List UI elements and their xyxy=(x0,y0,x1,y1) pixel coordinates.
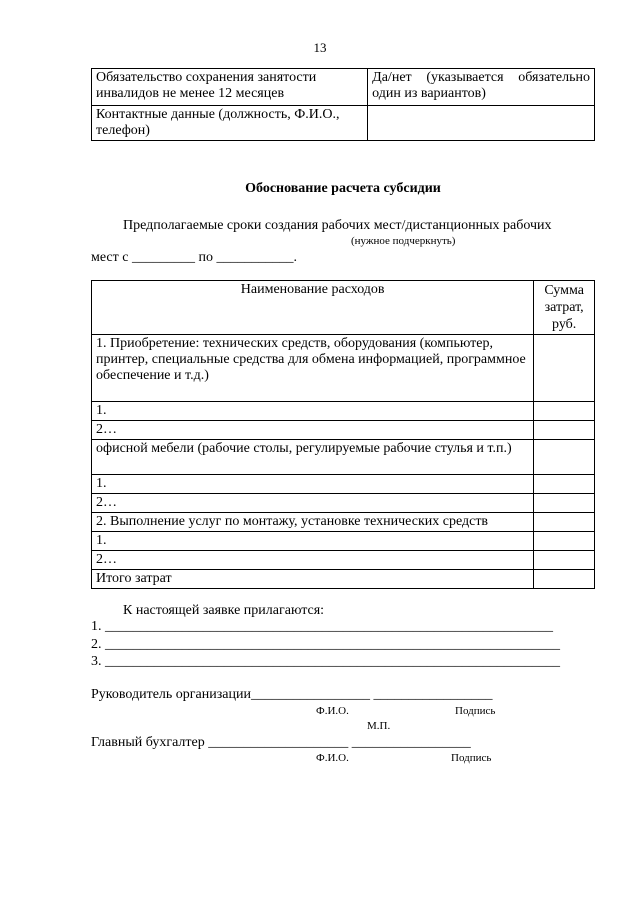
table-row xyxy=(92,335,595,402)
stamp-caption: М.П. xyxy=(367,720,391,732)
table-row xyxy=(92,475,595,494)
expense-sum-cell xyxy=(534,494,595,513)
table-row xyxy=(92,402,595,421)
expense-sum-cell xyxy=(534,440,595,475)
expenses-table xyxy=(91,280,595,589)
expense-sum-cell xyxy=(534,513,595,532)
table-row xyxy=(92,513,595,532)
table-cell-value: Да/нет (указывается обязательно один из вариантов) xyxy=(368,69,595,106)
intro-hint: (нужное подчеркнуть) xyxy=(351,235,456,247)
table-row xyxy=(92,532,595,551)
header-expense-name: Наименование расходов xyxy=(92,281,534,335)
accountant-sign-caption: Подпись xyxy=(451,752,492,764)
table-cell-label: Контактные данные (должность, Ф.И.О., телефон) xyxy=(92,106,368,141)
attachments-title: К настоящей заявке прилагаются: xyxy=(123,603,325,618)
table-row xyxy=(92,421,595,440)
expense-name-cell: 2… xyxy=(92,421,534,440)
expense-sum-cell xyxy=(534,335,595,402)
expense-name-cell: 1. xyxy=(92,532,534,551)
table-cell-value xyxy=(368,106,595,141)
top-table xyxy=(91,68,595,141)
dates-line: мест с _________ по ___________. xyxy=(91,250,297,265)
expense-sum-cell xyxy=(534,475,595,494)
expense-name-cell: офисной мебели (рабочие столы, регулируемые рабочие стулья и т.п.) xyxy=(92,440,534,475)
head-sign-caption: Подпись xyxy=(455,705,496,717)
header-expense-sum: Сумма затрат, руб. xyxy=(534,281,595,335)
head-signature-line: Руководитель организации_________________ _________________ xyxy=(91,687,493,702)
expense-sum-cell xyxy=(534,551,595,570)
table-total-row xyxy=(92,570,595,589)
attachment-line-1: 1. ________________________________________________________________ xyxy=(91,619,553,634)
intro-text: Предполагаемые сроки создания рабочих мест/дистанционных рабочих xyxy=(123,218,552,233)
table-row xyxy=(92,69,595,106)
table-row xyxy=(92,440,595,475)
expense-name-cell: 1. xyxy=(92,402,534,421)
expense-name-cell: 2. Выполнение услуг по монтажу, установке технических средств xyxy=(92,513,534,532)
accountant-signature-line: Главный бухгалтер ____________________ _________________ xyxy=(91,735,471,750)
accountant-fio-caption: Ф.И.О. xyxy=(316,752,349,764)
table-row xyxy=(92,106,595,141)
expense-name-cell: 1. Приобретение: технических средств, оборудования (компьютер, принтер, специальные средства для обмена информацией, программное обеспечение и т.д.) xyxy=(92,335,534,402)
table-row xyxy=(92,494,595,513)
page-number: 13 xyxy=(313,40,327,55)
expense-sum-cell xyxy=(534,532,595,551)
expense-total-sum xyxy=(534,570,595,589)
expense-name-cell: 2… xyxy=(92,551,534,570)
expense-sum-cell xyxy=(534,421,595,440)
table-cell-label: Обязательство сохранения занятости инвалидов не менее 12 месяцев xyxy=(92,69,368,106)
expense-total-label: Итого затрат xyxy=(92,570,534,589)
section-title: Обоснование расчета субсидии xyxy=(245,181,441,196)
expense-name-cell: 2… xyxy=(92,494,534,513)
expense-name-cell: 1. xyxy=(92,475,534,494)
table-row xyxy=(92,551,595,570)
head-fio-caption: Ф.И.О. xyxy=(316,705,349,717)
attachment-line-3: 3. _________________________________________________________________ xyxy=(91,654,560,669)
table-header-row xyxy=(92,281,595,335)
expense-sum-cell xyxy=(534,402,595,421)
attachment-line-2: 2. _________________________________________________________________ xyxy=(91,637,560,652)
